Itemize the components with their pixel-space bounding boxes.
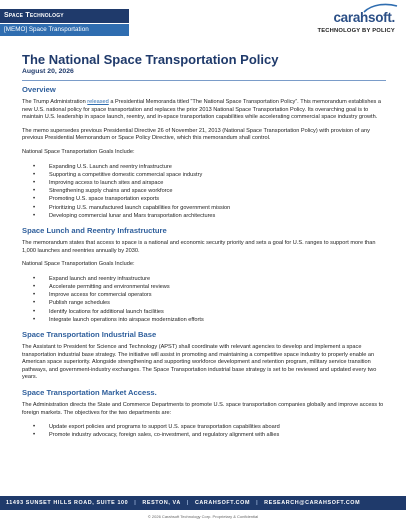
footer-separator: | [134, 500, 137, 506]
list-item: • Accelerate permitting and environmental reviews [33, 283, 386, 291]
category-tag-initial: S [4, 12, 9, 19]
logo-wordmark [333, 10, 395, 25]
overview-text-rest: a Presidential Memoranda titled “The National Space Transportation Policy”. This memorandum establishes a new U.S. national policy for space transportation and replaces the prior 2013 National Space Transportation Policy. Its overarching goal is to maintain U.S. leadership in space launch, reentry, and in-space transportation capabilities while accelerating commercial space industry growth. [22, 99, 382, 121]
memo-label: [MEMO] Space Transportation [0, 24, 129, 36]
list-item: • Supporting a competitive domestic commercial space industry [33, 171, 386, 179]
list-item: • Developing commercial lunar and Mars transportation architectures [33, 212, 386, 220]
logo-swoosh-icon [362, 3, 398, 13]
list-item: • Identify locations for additional launch facilities [33, 308, 386, 316]
overview-text-start: The Trump Administration [22, 99, 88, 105]
document-title: The National Space Transportation Policy [22, 52, 279, 67]
document-date: August 20, 2026 [22, 68, 74, 75]
industrial-base-paragraph: The Assistant to President for Science and Technology (APST) shall coordinate with relevant agencies to develop and implement a space transportation industrial base strategy. The initiative will assist in promoting and maintaining a competitive space industry to properly enable an American space superiority. Alongside strengthening and supporting workforce development and retention program, military service transition pathways, and government-industry exchanges. The Space Transportation industrial base strategy is set to be reviewed and updated every two years. [22, 343, 377, 381]
company-logo [295, 9, 395, 34]
list-item: • Prioritizing U.S. manufactured launch capabilities for government mission [33, 204, 386, 212]
category-tag [0, 9, 129, 23]
list-item: • Publish range schedules [33, 299, 386, 307]
market-access-list [33, 423, 386, 439]
overview-goals-intro: National Space Transportation Goals Include: [22, 148, 135, 155]
list-item: • Strengthening supply chains and space workforce [33, 187, 386, 195]
released-link[interactable]: released [87, 99, 109, 105]
launch-paragraph: The memorandum states that access to space is a national and economic security priority and sets a goal for U.S. ranges to support more than 1,000 launches and reentries annually by 2030. [22, 239, 376, 254]
overview-paragraph-2: The memo supersedes previous Presidential Directive 26 of November 21, 2013 (National Space Transportation Policy) with provision of any previous Presidential Memorandum or Space Policy Directive, which this memorandum shall control. [22, 127, 370, 142]
overview-paragraph-1 [22, 99, 386, 122]
logo-tagline: TECHNOLOGY BY POLICY [317, 28, 395, 34]
list-item: • Update export policies and programs to support U.S. space transportation capabilities aboard [33, 423, 386, 431]
footer-separator: | [256, 500, 259, 506]
contact-footer [0, 496, 406, 510]
list-item: • Expand launch and reentry infrastructure [33, 275, 386, 283]
category-tag-text: pace Technology [8, 12, 64, 19]
overview-heading: Overview [22, 85, 56, 94]
footer-website-link[interactable]: CARAHSOFT.COM [194, 500, 251, 506]
logo-text: carahsoft. [333, 10, 395, 25]
footer-separator: | [186, 500, 189, 506]
footer-email-link[interactable]: RESEARCH@CARAHSOFT.COM [264, 500, 361, 506]
list-item: • Integrate launch operations into airspace modernization efforts [33, 316, 386, 324]
market-access-heading: Space Transportation Market Access. [22, 387, 157, 397]
overview-goals-list [33, 163, 386, 220]
copyright-notice: © 2026 Carahsoft Technology Corp. Proprietary & Confidential [147, 514, 259, 519]
list-item: • Promote industry advocacy, foreign sales, co-investment, and regulatory alignment with allies [33, 431, 386, 439]
footer-address: 11493 SUNSET HILLS ROAD, SUITE 100 [6, 500, 129, 506]
document-body [22, 85, 386, 446]
list-item: • Improve access for commercial operators [33, 291, 386, 299]
footer-city: RESTON, VA [142, 500, 181, 506]
launch-infrastructure-heading: Space Lunch and Reentry Infrastructure [22, 225, 167, 235]
list-item: • Promoting U.S. space transportation exports [33, 195, 386, 203]
launch-goals-list [33, 275, 386, 324]
launch-goals-intro: National Space Transportation Goals Include: [22, 261, 135, 268]
market-access-paragraph: The Administration directs the State and Commerce Departments to promote U.S. space transportation companies globally and improve access to foreign markets. The objectives for the two departments are: [22, 401, 384, 416]
industrial-base-heading: Space Transportation Industrial Base [22, 329, 157, 339]
list-item: • Improving access to launch sites and airspace [33, 179, 386, 187]
title-divider [22, 80, 386, 81]
list-item: • Expanding U.S. Launch and reentry infrastructure [33, 163, 386, 171]
